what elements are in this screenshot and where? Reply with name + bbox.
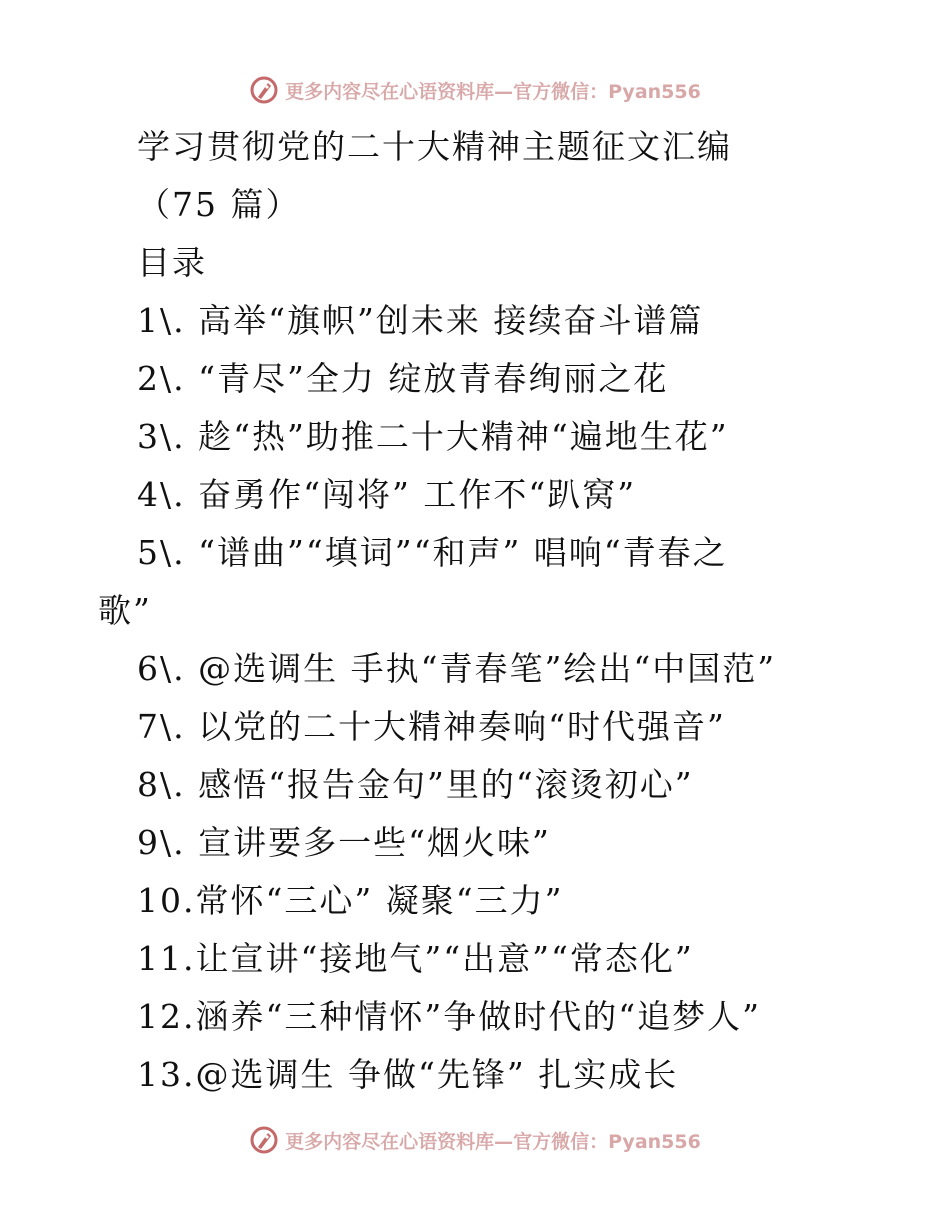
pen-nib-circle-icon — [249, 1125, 279, 1155]
watermark-text-bottom: 更多内容尽在心语资料库—官方微信：Pyan556 — [285, 1130, 701, 1153]
toc-entry: 2\. “青尽”全力 绽放青春绚丽之花 — [137, 359, 669, 398]
watermark-banner-top — [0, 70, 950, 110]
watermark-banner-bottom — [0, 1120, 950, 1160]
toc-entry-continuation: 歌” — [98, 591, 152, 630]
toc-entry: 1\. 高举“旗帜”创未来 接续奋斗谱篇 — [137, 301, 704, 340]
toc-heading: 目录 — [137, 243, 207, 282]
toc-entry: 8\. 感悟“报告金句”里的“滚烫初心” — [137, 765, 694, 804]
document-title: 学习贯彻党的二十大精神主题征文汇编 — [137, 127, 732, 166]
watermark-text-top: 更多内容尽在心语资料库—官方微信：Pyan556 — [285, 80, 701, 103]
toc-entry: 11.让宣讲“接地气”“出意”“常态化” — [137, 939, 694, 978]
toc-entry: 12.涵养“三种情怀”争做时代的“追梦人” — [137, 997, 761, 1036]
pen-nib-circle-icon — [249, 75, 279, 105]
toc-entry: 4\. 奋勇作“闯将” 工作不“趴窝” — [137, 475, 637, 514]
toc-entry: 10.常怀“三心” 凝聚“三力” — [137, 881, 564, 920]
toc-entry: 3\. 趁“热”助推二十大精神“遍地生花” — [137, 417, 729, 456]
toc-entry: 6\. @选调生 手执“青春笔”绘出“中国范” — [137, 649, 777, 688]
document-count: （75 篇） — [137, 185, 301, 224]
toc-entry: 7\. 以党的二十大精神奏响“时代强音” — [137, 707, 726, 746]
toc-entry: 5\. “谱曲”“填词”“和声” 唱响“青春之 — [137, 533, 728, 572]
toc-entry: 13.@选调生 争做“先锋” 扎实成长 — [137, 1055, 679, 1094]
toc-entry: 9\. 宣讲要多一些“烟火味” — [137, 823, 551, 862]
